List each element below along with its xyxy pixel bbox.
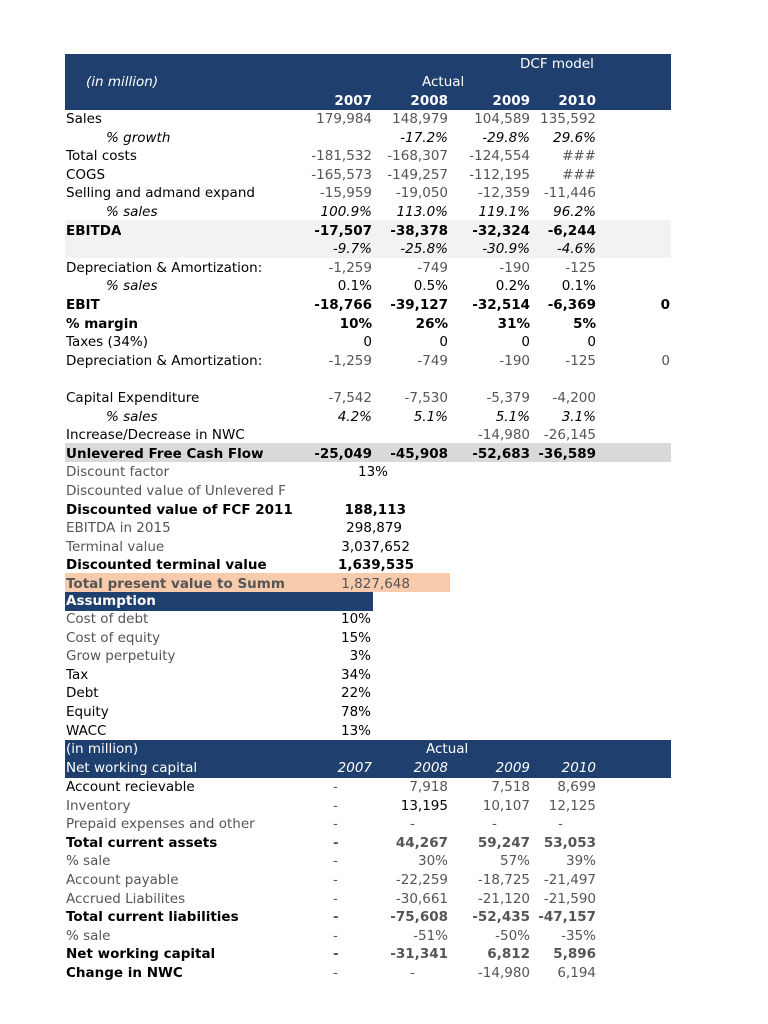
dcf-cell: -36,589 bbox=[538, 445, 596, 462]
valuation-label: EBITDA in 2015 bbox=[66, 520, 171, 537]
dcf-cell: -26,145 bbox=[543, 427, 596, 444]
valuation-label: Terminal value bbox=[66, 538, 165, 555]
nwc-row-label: Prepaid expenses and other bbox=[66, 816, 255, 833]
dcf-cell: -30.9% bbox=[482, 241, 530, 258]
nwc-row-label: Inventory bbox=[66, 797, 131, 814]
dcf-cell: -168,307 bbox=[387, 148, 448, 165]
nwc-cell: - bbox=[333, 797, 338, 814]
assumption-value: 22% bbox=[340, 685, 371, 702]
dcf-year-2008: 2008 bbox=[410, 93, 448, 109]
assumption-value: 10% bbox=[340, 611, 371, 627]
dcf-cell: ### bbox=[562, 148, 596, 165]
dcf-row-label: Increase/Decrease in NWC bbox=[66, 427, 245, 444]
valuation-value: 3,037,652 bbox=[341, 538, 410, 555]
dcf-cell: 100.9% bbox=[320, 204, 372, 220]
dcf-cell: 0.1% bbox=[561, 278, 596, 295]
nwc-cell: -35% bbox=[561, 927, 596, 944]
nwc-row-label: Account recievable bbox=[66, 779, 195, 795]
dcf-cell: 0 bbox=[521, 334, 530, 351]
valuation-value: 1,639,535 bbox=[337, 557, 414, 574]
assumption-value: 34% bbox=[340, 666, 371, 683]
nwc-cell: -30,661 bbox=[395, 890, 448, 907]
dcf-cell: -18,766 bbox=[314, 297, 372, 313]
dcf-cell: -45,908 bbox=[390, 445, 448, 462]
dcf-cell: -190 bbox=[499, 352, 530, 369]
assumption-label: Cost of debt bbox=[66, 611, 149, 627]
dcf-cell: 179,984 bbox=[316, 111, 372, 127]
nwc-row-label: Net working capital bbox=[66, 946, 216, 963]
nwc-cell: 7,918 bbox=[409, 779, 448, 795]
dcf-row-label: % growth bbox=[106, 129, 171, 146]
dcf-cell: -32,324 bbox=[472, 222, 530, 239]
nwc-cell: -50% bbox=[495, 927, 530, 944]
nwc-cell: -75,608 bbox=[390, 909, 448, 926]
assumption-label: Cost of equity bbox=[66, 629, 161, 646]
dcf-cell: -25,049 bbox=[314, 445, 372, 462]
dcf-cell: 0.1% bbox=[337, 278, 372, 295]
dcf-cell: 119.1% bbox=[478, 204, 530, 220]
valuation-label: Total present value to Summ bbox=[66, 576, 285, 592]
dcf-cell: -39,127 bbox=[390, 297, 448, 313]
dcf-year-2007: 2007 bbox=[334, 93, 372, 109]
nwc-cell: - bbox=[558, 816, 563, 833]
dcf-cell: -19,050 bbox=[395, 185, 448, 202]
nwc-cell: -51% bbox=[413, 927, 448, 944]
dcf-cell: 96.2% bbox=[553, 204, 596, 220]
dcf-cell: 113.0% bbox=[396, 204, 448, 220]
assumption-label: Tax bbox=[66, 666, 89, 683]
valuation-value: 188,113 bbox=[344, 501, 406, 518]
nwc-row-label: % sale bbox=[66, 927, 111, 944]
dcf-cell: -149,257 bbox=[387, 166, 448, 183]
dcf-row-label: % margin bbox=[66, 315, 138, 332]
dcf-cell: -11,446 bbox=[543, 185, 596, 202]
dcf-title: DCF model bbox=[520, 56, 594, 72]
dcf-row-label: Unlevered Free Cash Flow bbox=[66, 445, 264, 462]
dcf-cell: 0.2% bbox=[495, 278, 530, 295]
dcf-cell: -4.6% bbox=[556, 241, 596, 258]
nwc-row-label: Total current liabilities bbox=[66, 909, 239, 926]
nwc-cell: -21,590 bbox=[543, 890, 596, 907]
nwc-cell: 7,518 bbox=[491, 779, 530, 795]
dcf-cell: -52,683 bbox=[472, 445, 530, 462]
dcf-cell: 0 bbox=[363, 334, 372, 351]
nwc-cell: 6,812 bbox=[487, 946, 530, 963]
nwc-cell: - bbox=[333, 909, 339, 926]
dcf-cell: 5.1% bbox=[413, 408, 448, 425]
nwc-actual: Actual bbox=[426, 741, 469, 757]
nwc-cell: -52,435 bbox=[472, 909, 530, 926]
nwc-cell: -47,157 bbox=[538, 909, 596, 926]
dcf-cell: -29.8% bbox=[482, 129, 530, 146]
nwc-cell: 10,107 bbox=[482, 797, 530, 814]
nwc-cell: -14,980 bbox=[477, 965, 530, 981]
dcf-cell: -14,980 bbox=[477, 427, 530, 444]
dcf-cell: 4.2% bbox=[337, 408, 372, 425]
nwc-cell: 39% bbox=[565, 853, 596, 870]
dcf-cell: -32,514 bbox=[472, 297, 530, 313]
nwc-row-label: Accrued Liabilites bbox=[66, 890, 186, 907]
dcf-cell: -165,573 bbox=[311, 166, 372, 183]
nwc-cell: - bbox=[333, 779, 338, 795]
nwc-unit: (in million) bbox=[66, 741, 139, 757]
assumption-label: WACC bbox=[66, 722, 107, 739]
dcf-cell: 5.1% bbox=[495, 408, 530, 425]
valuation-label: Discounted value of Unlevered F bbox=[66, 483, 286, 499]
dcf-row-label: EBIT bbox=[66, 297, 100, 313]
nwc-cell: -21,497 bbox=[543, 872, 596, 888]
nwc-cell: - bbox=[410, 816, 415, 833]
dcf-cell: 0 bbox=[587, 334, 596, 351]
nwc-cell: -22,259 bbox=[395, 872, 448, 888]
dcf-cell: -125 bbox=[565, 352, 596, 369]
dcf-row-label: Capital Expenditure bbox=[66, 390, 200, 406]
nwc-cell: 44,267 bbox=[395, 834, 448, 851]
nwc-cell: - bbox=[333, 853, 338, 870]
nwc-year-2007: 2007 bbox=[337, 760, 372, 776]
nwc-year-2008: 2008 bbox=[413, 760, 448, 776]
assumption-value: 15% bbox=[340, 629, 371, 646]
dcf-row-label: Taxes (34%) bbox=[66, 334, 149, 351]
nwc-cell: 6,194 bbox=[557, 965, 596, 981]
nwc-title: Net working capital bbox=[66, 760, 198, 776]
dcf-cell: -17.2% bbox=[400, 129, 448, 146]
nwc-cell: - bbox=[333, 872, 338, 888]
assumption-label: Debt bbox=[66, 685, 99, 702]
nwc-cell: - bbox=[333, 927, 338, 944]
dcf-cell: 0 bbox=[439, 334, 448, 351]
assumption-value: 13% bbox=[340, 722, 371, 739]
dcf-cell: -5,379 bbox=[486, 390, 530, 406]
dcf-year-2010: 2010 bbox=[558, 93, 596, 109]
dcf-row-label: Selling and admand expand bbox=[66, 185, 255, 202]
nwc-cell: -21,120 bbox=[477, 890, 530, 907]
dcf-cell: -17,507 bbox=[314, 222, 372, 239]
nwc-cell: 53,053 bbox=[543, 834, 596, 851]
dcf-cell: -1,259 bbox=[328, 352, 372, 369]
nwc-cell: 5,896 bbox=[553, 946, 596, 963]
dcf-cell: -4,200 bbox=[552, 390, 596, 406]
nwc-cell: 13,195 bbox=[400, 797, 448, 814]
dcf-row-label: COGS bbox=[66, 166, 106, 183]
dcf-row-label: % sales bbox=[106, 278, 158, 295]
assumption-label: Grow perpetuity bbox=[66, 648, 176, 665]
dcf-cell: 3.1% bbox=[561, 408, 596, 425]
dcf-cell: -7,542 bbox=[328, 390, 372, 406]
dcf-cell: 26% bbox=[415, 315, 448, 332]
assumption-value: 3% bbox=[349, 648, 371, 665]
dcf-cell: 104,589 bbox=[474, 111, 530, 127]
assumption-value: 78% bbox=[340, 704, 371, 720]
nwc-year-2010: 2010 bbox=[561, 760, 596, 776]
valuation-label: Discounted value of FCF 2011 bbox=[66, 501, 293, 518]
nwc-cell: - bbox=[333, 890, 338, 907]
dcf-cell: -112,195 bbox=[469, 166, 530, 183]
dcf-cell: -9.7% bbox=[332, 241, 372, 258]
dcf-cell: -749 bbox=[417, 259, 448, 276]
valuation-value: 1,827,648 bbox=[341, 576, 410, 592]
dcf-cell: -15,959 bbox=[319, 185, 372, 202]
nwc-cell: 59,247 bbox=[477, 834, 530, 851]
valuation-label: Discount factor bbox=[66, 464, 170, 481]
dcf-cell: -1,259 bbox=[328, 259, 372, 276]
dcf-unit: (in million) bbox=[86, 74, 159, 90]
nwc-cell: -18,725 bbox=[477, 872, 530, 888]
dcf-year-2009: 2009 bbox=[492, 93, 530, 109]
nwc-cell: - bbox=[492, 816, 497, 833]
nwc-cell: - bbox=[333, 816, 338, 833]
dcf-cell: -6,244 bbox=[547, 222, 596, 239]
dcf-cell: -7,530 bbox=[404, 390, 448, 406]
dcf-cell: -749 bbox=[417, 352, 448, 369]
nwc-cell: - bbox=[333, 946, 339, 963]
dcf-extra-cell: 0 bbox=[661, 352, 670, 369]
nwc-row-label: Total current assets bbox=[66, 834, 218, 851]
dcf-cell: -125 bbox=[565, 259, 596, 276]
dcf-row-label: Sales bbox=[66, 111, 102, 127]
nwc-cell: 57% bbox=[499, 853, 530, 870]
dcf-cell: -124,554 bbox=[469, 148, 530, 165]
nwc-row-label: Change in NWC bbox=[66, 965, 183, 981]
dcf-cell: 29.6% bbox=[553, 129, 596, 146]
assumption-title: Assumption bbox=[66, 593, 156, 609]
dcf-row-label: EBITDA bbox=[66, 222, 122, 239]
nwc-row-label: % sale bbox=[66, 853, 111, 870]
valuation-value: 298,879 bbox=[346, 520, 402, 537]
dcf-cell: -6,369 bbox=[547, 297, 596, 313]
dcf-cell: -190 bbox=[499, 259, 530, 276]
nwc-cell: -31,341 bbox=[390, 946, 448, 963]
nwc-year-2009: 2009 bbox=[495, 760, 530, 776]
dcf-cell: ### bbox=[562, 166, 596, 183]
dcf-cell: 0.5% bbox=[413, 278, 448, 295]
nwc-cell: - bbox=[333, 965, 338, 981]
dcf-cell: -181,532 bbox=[311, 148, 372, 165]
dcf-row-label: Total costs bbox=[66, 148, 137, 165]
dcf-row-label: Depreciation & Amortization: bbox=[66, 259, 263, 276]
dcf-row-label: % sales bbox=[106, 204, 158, 220]
dcf-actual: Actual bbox=[422, 74, 465, 90]
nwc-cell: 8,699 bbox=[557, 779, 596, 795]
dcf-extra-cell: 0 bbox=[660, 297, 670, 313]
dcf-cell: 10% bbox=[339, 315, 372, 332]
dcf-cell: 135,592 bbox=[540, 111, 596, 127]
dcf-cell: 148,979 bbox=[392, 111, 448, 127]
dcf-row-label: % sales bbox=[106, 408, 158, 425]
dcf-cell: -12,359 bbox=[477, 185, 530, 202]
nwc-cell: - bbox=[333, 834, 339, 851]
dcf-cell: 5% bbox=[573, 315, 596, 332]
nwc-cell: 12,125 bbox=[548, 797, 596, 814]
assumption-label: Equity bbox=[66, 704, 109, 720]
dcf-cell: -25.8% bbox=[400, 241, 448, 258]
dcf-cell: -38,378 bbox=[390, 222, 448, 239]
dcf-cell: 31% bbox=[497, 315, 530, 332]
valuation-value: 13% bbox=[357, 464, 388, 481]
dcf-row-label: Depreciation & Amortization: bbox=[66, 352, 263, 369]
valuation-label: Discounted terminal value bbox=[66, 557, 267, 574]
nwc-cell: - bbox=[410, 965, 415, 981]
nwc-row-label: Account payable bbox=[66, 872, 179, 888]
nwc-cell: 30% bbox=[417, 853, 448, 870]
